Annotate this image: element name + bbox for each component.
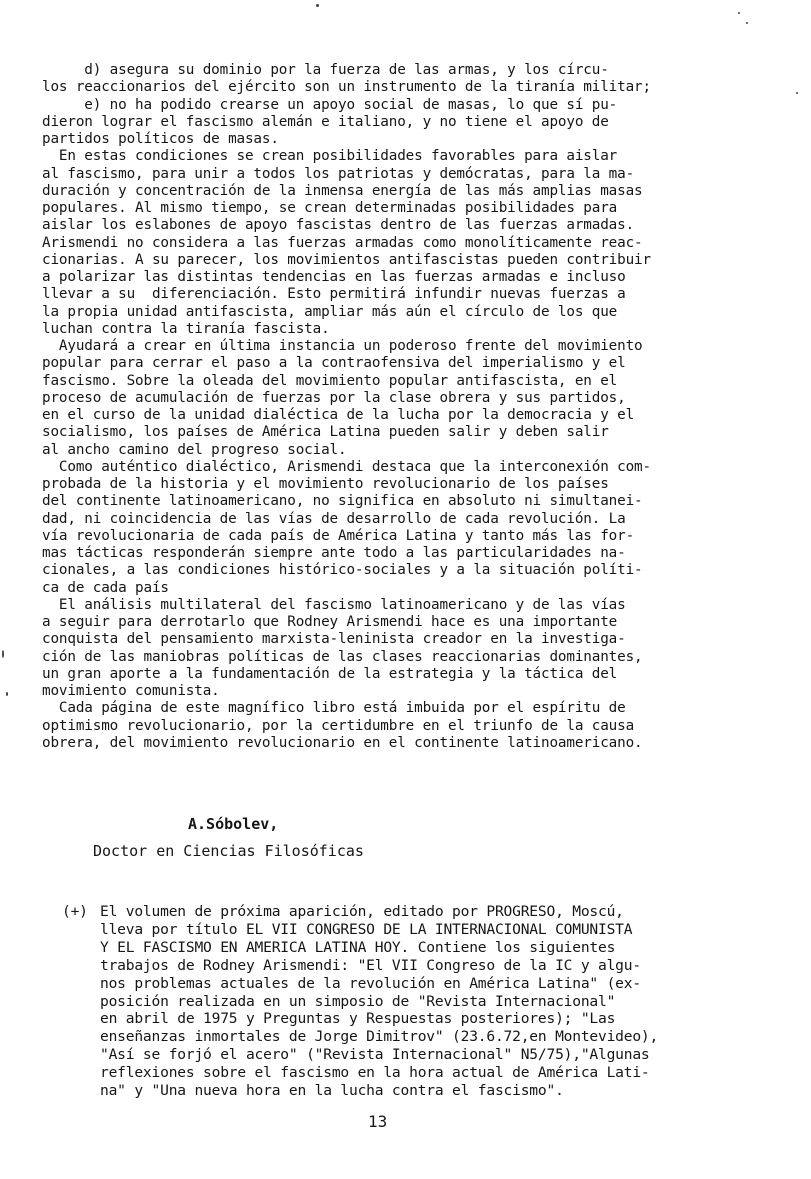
footnote-line: na" y "Una nueva hora en la lucha contra el fascismo". xyxy=(100,1082,564,1100)
body-line: cionales, a las condiciones histórico-sociales y a la situación políti- xyxy=(42,562,643,579)
footnote-marker: (+) xyxy=(62,903,88,920)
body-line: populares. Al mismo tiempo, se crean determinadas posibilidades para xyxy=(42,200,618,216)
body-line: cionarias. A su parecer, los movimientos antifascistas pueden contribuir xyxy=(42,251,651,268)
body-line: optimismo revolucionario, por la certidumbre en el triunfo de la causa xyxy=(42,717,635,734)
footnote-line: "Así se forjó el acero" ("Revista Internacional" N5/75),"Algunas xyxy=(100,1046,650,1064)
body-line: duración y concentración de la inmensa energía de las más amplias masas xyxy=(42,182,643,199)
body-line: En estas condiciones se crean posibilidades favorables para aislar xyxy=(42,148,618,165)
scan-speck xyxy=(316,4,319,7)
signature-name: A.Sóbolev, xyxy=(188,815,279,833)
body-line: Ayudará a crear en última instancia un poderoso frente del movimiento xyxy=(42,338,643,354)
body-line: conquista del pensamiento marxista-leninista creador en la investiga- xyxy=(42,631,626,648)
body-line: ca de cada país xyxy=(42,579,169,596)
body-line: llevar a su diferenciación. Esto permitirá infundir nuevas fuerzas a xyxy=(42,286,626,303)
footnote-line: posición realizada en un simposio de "Revista Internacional" xyxy=(100,992,616,1010)
body-line: Como auténtico dialéctico, Arismendi destaca que la interconexión com- xyxy=(42,458,651,475)
footnote-line: en abril de 1975 y Preguntas y Respuestas posteriores); "Las xyxy=(100,1010,616,1028)
scan-speck xyxy=(746,22,748,24)
body-text xyxy=(42,62,777,752)
body-line: a polarizar las distintas tendencias en las fuerzas armadas e incluso xyxy=(42,269,626,285)
body-line: los reaccionarios del ejército son un instrumento de la tiranía militar; xyxy=(42,79,651,96)
scan-speck xyxy=(738,12,740,14)
body-line: obrera, del movimiento revolucionario en el continente latinoamericano. xyxy=(42,734,643,751)
body-line: mas tácticas responderán siempre ante todo a las particularidades na- xyxy=(42,545,626,561)
body-line: d) asegura su dominio por la fuerza de las armas, y los círcu- xyxy=(42,62,609,78)
body-line: fascismo. Sobre la oleada del movimiento popular antifascista, en el xyxy=(42,372,618,389)
footnote-line: trabajos de Rodney Arismendi: "El VII Congreso de la IC y algu- xyxy=(100,956,641,974)
body-line: movimiento comunista. xyxy=(42,683,220,699)
body-line: a seguir para derrotarlo que Rodney Arismendi hace es una importante xyxy=(42,614,618,630)
scan-speck xyxy=(6,692,8,696)
scan-speck xyxy=(2,650,4,658)
body-line: vía revolucionaria de cada país de América Latina y tanto más las for- xyxy=(42,527,635,544)
body-line: un gran aporte a la fundamentación de la estrategia y la táctica del xyxy=(42,665,618,682)
body-line: popular para cerrar el paso a la contraofensiva del imperialismo y el xyxy=(42,355,626,372)
footnote-line: nos problemas actuales de la revolución en América Latina" (ex- xyxy=(100,974,641,992)
footnote-line: El volumen de próxima aparición, editado por PROGRESO, Moscú, xyxy=(100,903,624,920)
footnote-text xyxy=(100,903,790,1100)
body-line: ción de las maniobras políticas de las clases reaccionarias dominantes, xyxy=(42,648,643,665)
body-line: en el curso de la unidad dialéctica de la lucha por la democracia y el xyxy=(42,407,635,423)
body-line: Arismendi no considera a las fuerzas armadas como monolíticamente reac- xyxy=(42,234,643,251)
body-line: aislar los eslabones de apoyo fascistas dentro de las fuerzas armadas. xyxy=(42,217,635,234)
footnote-line: Y EL FASCISMO EN AMERICA LATINA HOY. Contiene los siguientes xyxy=(100,938,616,956)
body-line: luchan contra la tiranía fascista. xyxy=(42,320,330,337)
footnote-line: reflexiones sobre el fascismo en la hora actual de América Lati- xyxy=(100,1064,650,1082)
body-line: al ancho camino del progreso social. xyxy=(42,441,347,458)
body-line: la propia unidad antifascista, ampliar más aún el círculo de los que xyxy=(42,303,618,320)
body-line: Cada página de este magnífico libro está imbuida por el espíritu de xyxy=(42,700,626,717)
signature-title: Doctor en Ciencias Filosóficas xyxy=(93,842,364,860)
body-line: del continente latinoamericano, no significa en absoluto ni simultanei- xyxy=(42,493,643,510)
body-line: socialismo, los países de América Latina pueden salir y deben salir xyxy=(42,424,609,441)
body-line: e) no ha podido crearse un apoyo social de masas, lo que sí pu- xyxy=(42,96,618,113)
body-line: dad, ni coincidencia de las vías de desarrollo de cada revolución. La xyxy=(42,510,626,527)
body-line: partidos políticos de masas. xyxy=(42,131,279,147)
footnote-line: lleva por título EL VII CONGRESO DE LA INTERNACIONAL COMUNISTA xyxy=(100,920,633,938)
body-line: proceso de acumulación de fuerzas por la clase obrera y sus partidos, xyxy=(42,389,626,406)
scan-speck xyxy=(796,92,798,94)
body-line: probada de la historia y el movimiento revolucionario de los países xyxy=(42,476,609,492)
body-line: al fascismo, para unir a todos los patriotas y demócratas, para la ma- xyxy=(42,165,635,182)
page-number: 13 xyxy=(368,1112,388,1131)
body-line: dieron lograr el fascismo alemán e italiano, y no tiene el apoyo de xyxy=(42,113,609,130)
body-line: El análisis multilateral del fascismo latinoamericano y de las vías xyxy=(42,596,626,613)
footnote-line: enseñanzas inmortales de Jorge Dimitrov" (23.6.72,en Montevideo), xyxy=(100,1028,659,1046)
